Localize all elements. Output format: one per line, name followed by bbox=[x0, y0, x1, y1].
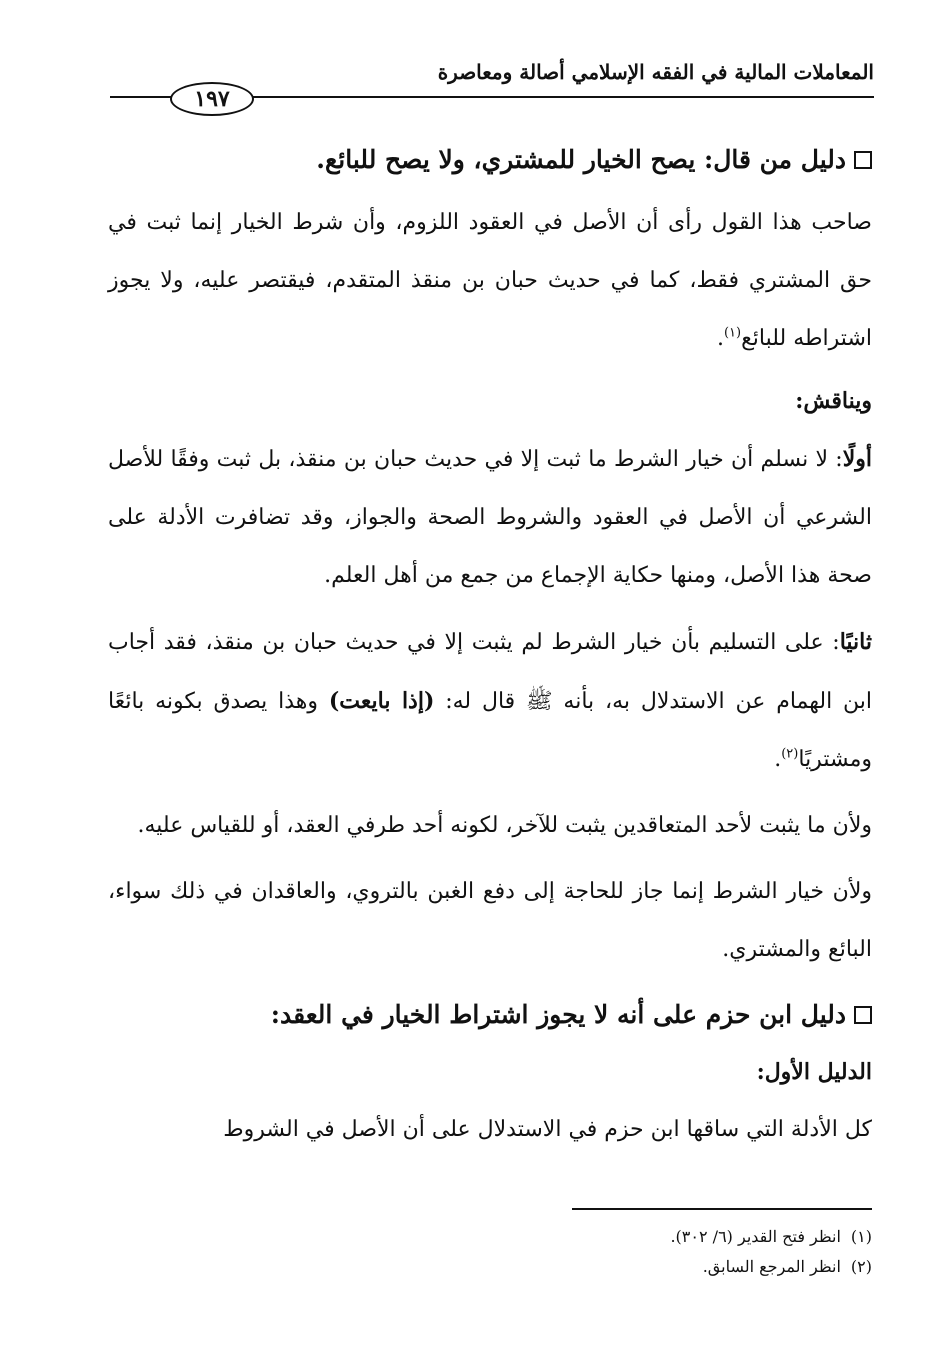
hadith-quote: (إذا بايعت) bbox=[328, 688, 435, 714]
book-title: المعاملات المالية في الفقه الإسلامي أصالة ومعاصرة bbox=[437, 60, 874, 84]
paragraph bbox=[108, 613, 872, 789]
paragraph-end: . bbox=[716, 326, 724, 351]
footnote-rule bbox=[572, 1208, 872, 1210]
footnote-text: انظر المرجع السابق. bbox=[702, 1257, 841, 1276]
footnote-number: (٢) bbox=[850, 1257, 872, 1276]
page-content bbox=[108, 138, 872, 1159]
section-heading bbox=[108, 993, 872, 1037]
paragraph bbox=[108, 194, 872, 368]
paragraph-text: صاحب هذا القول رأى أن الأصل في العقود اللزوم، وأن شرط الخيار إنما ثبت في حق المشتري فقط، كما في حديث حبان بن منقذ المتقدم، فيقتصر عليه، ولا يجوز اشتراطه للبائع bbox=[108, 210, 872, 351]
paragraph: ولأن خيار الشرط إنما جاز للحاجة إلى دفع الغبن بالتروي، والعاقدان في ذلك سواء، البائع والمشتري. bbox=[108, 879, 872, 962]
page-header bbox=[110, 52, 874, 112]
footnote-ref: (٢) bbox=[781, 746, 799, 762]
footnote bbox=[108, 1222, 872, 1252]
discussion-label: ويناقش: bbox=[795, 388, 872, 414]
square-bullet-icon bbox=[854, 151, 872, 169]
paragraph-text: وهذا يصدق بكونه بائعًا ومشتريًا bbox=[108, 689, 872, 772]
section-heading-text: دليل من قال: يصح الخيار للمشتري، ولا يصح للبائع. bbox=[316, 145, 846, 174]
paragraph: كل الأدلة التي ساقها ابن حزم في الاستدلال على أن الأصل في الشروط bbox=[223, 1117, 872, 1142]
paragraph: ولأن ما يثبت لأحد المتعاقدين يثبت للآخر، لكونه أحد طرفي العقد، أو للقياس عليه. bbox=[137, 813, 872, 838]
point-label: ثانيًا bbox=[839, 629, 872, 655]
paragraph bbox=[108, 430, 872, 605]
square-bullet-icon bbox=[854, 1006, 872, 1024]
footnote-ref: (١) bbox=[723, 325, 742, 341]
paragraph-end: . bbox=[774, 747, 782, 772]
paragraph-text: : لا نسلم أن خيار الشرط ما ثبت إلا في حديث حبان بن منقذ، بل ثبت وفقًا للأصل الشرعي أن الأصل في العقود والشروط الصحة والجواز، وقد تضافرت الأدلة على صحة هذا الأصل، ومنها حكاية الإجماع من جمع من أهل العلم. bbox=[108, 447, 872, 588]
footnote bbox=[108, 1252, 872, 1282]
footnote-text: انظر فتح القدير (٦/ ٣٠٢). bbox=[670, 1227, 841, 1246]
paragraph-text: : على التسليم بأن خيار الشرط لم يثبت إلا في حديث حبان بن منقذ، فقد أجاب ابن الهمام عن الاستدلال به، بأنه ﷺ قال له: bbox=[108, 630, 873, 714]
section-heading-text: دليل ابن حزم على أنه لا يجوز اشتراط الخيار في العقد: bbox=[270, 1000, 846, 1029]
section-heading bbox=[108, 138, 872, 182]
page-number: ١٩٧ bbox=[170, 82, 254, 116]
evidence-label: الدليل الأول: bbox=[756, 1059, 872, 1085]
point-label: أولًا bbox=[842, 446, 872, 472]
footnote-number: (١) bbox=[850, 1227, 872, 1246]
footnotes bbox=[108, 1208, 872, 1282]
